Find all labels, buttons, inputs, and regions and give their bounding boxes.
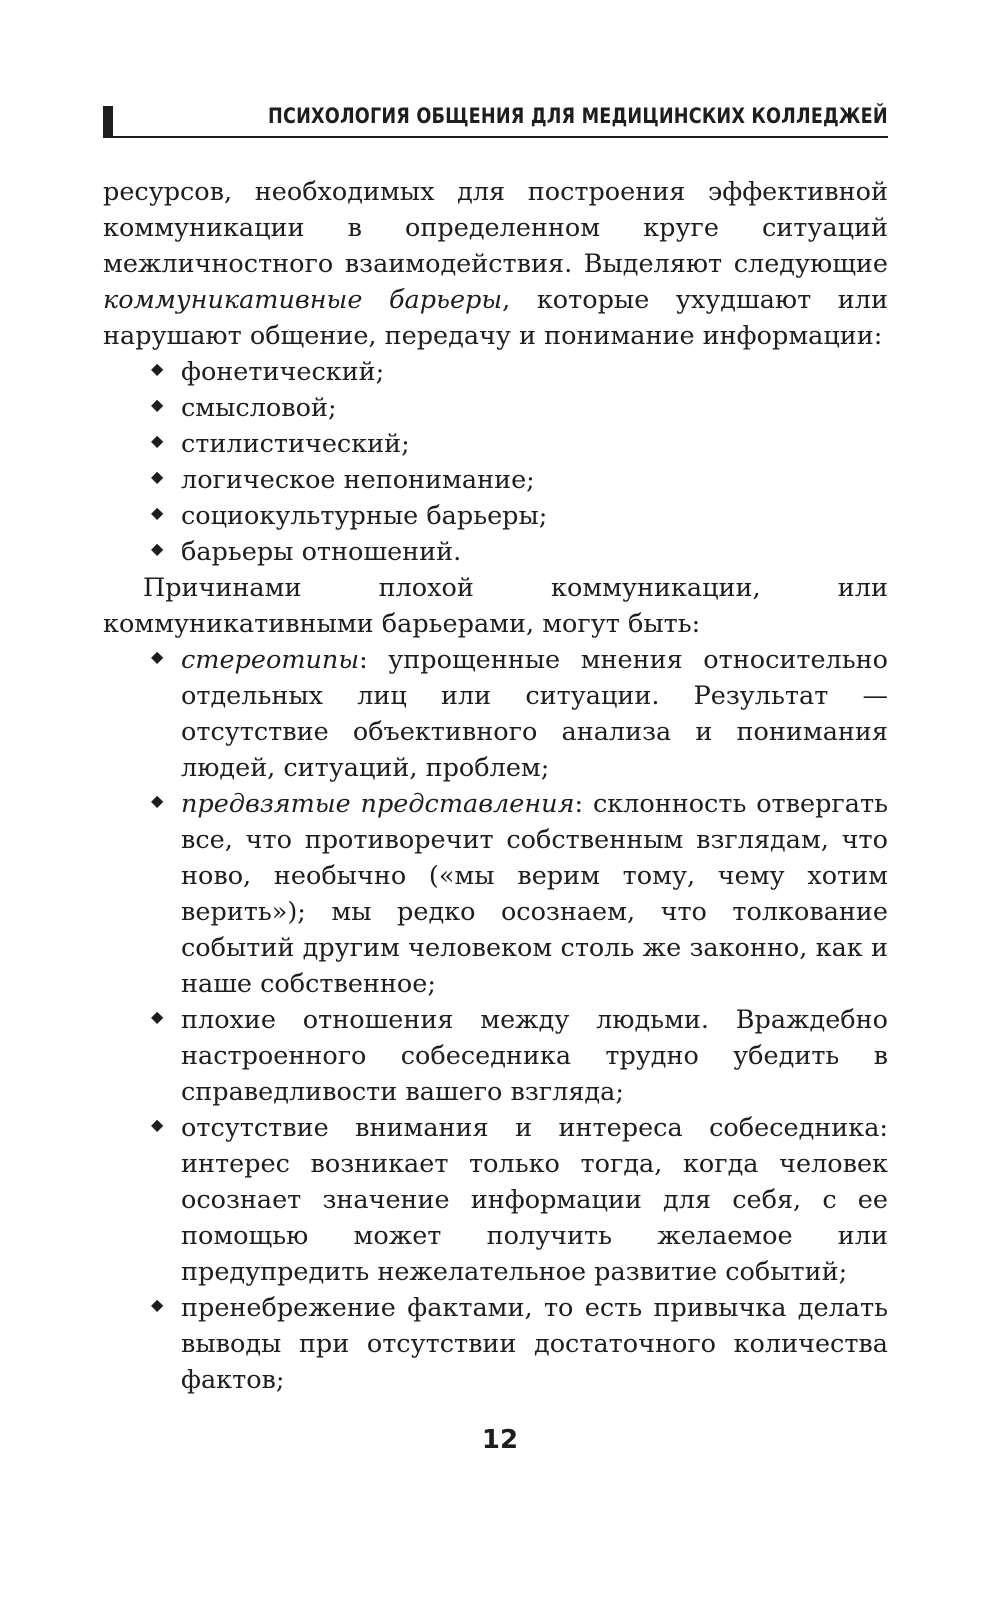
cause-text: отсутствие внимания и интереса собеседника: интерес возникает только тогда, когда человек осознает значение информации для себя, с ее помощью может получить желаемое или предупредить нежелательное развитие событий; xyxy=(181,1113,888,1287)
intro-term: коммуникативные барьеры xyxy=(103,285,503,315)
list-item xyxy=(103,642,888,786)
bullet-icon: ◆ xyxy=(151,467,164,486)
intro-text-part2: , которые ухудшают или нарушают общение, передачу и понимание информации: xyxy=(103,285,888,351)
bullet-icon: ◆ xyxy=(151,1007,164,1026)
intro-text-part1: ресурсов, необходимых для построения эффективной коммуникации в определенном круге ситуаций межличностного взаимодействия. Выделяют следующие xyxy=(103,177,888,279)
bullet-icon: ◆ xyxy=(151,431,164,450)
page-body xyxy=(103,174,888,1398)
list-item-text: фонетический; xyxy=(181,357,385,387)
list-item xyxy=(103,534,888,570)
list-item xyxy=(103,390,888,426)
bullet-icon: ◆ xyxy=(151,1115,164,1134)
running-header xyxy=(103,100,888,138)
causes-list xyxy=(103,642,888,1398)
bullet-icon: ◆ xyxy=(151,539,164,558)
list-item-text: логическое непонимание; xyxy=(181,465,535,495)
bullet-icon: ◆ xyxy=(151,1295,164,1314)
bullet-icon: ◆ xyxy=(151,395,164,414)
bullet-icon: ◆ xyxy=(151,359,164,378)
cause-text: плохие отношения между людьми. Враждебно настроенного собеседника трудно убедить в справедливости вашего взгляда; xyxy=(181,1005,888,1107)
cause-text: пренебрежение фактами, то есть привычка делать выводы при отсутствии достаточного количества фактов; xyxy=(181,1293,888,1395)
list-item xyxy=(103,1110,888,1290)
header-title: ПСИХОЛОГИЯ ОБЩЕНИЯ ДЛЯ МЕДИЦИНСКИХ КОЛЛЕДЖЕЙ xyxy=(268,104,888,128)
list-item xyxy=(103,1002,888,1110)
bullet-icon: ◆ xyxy=(151,791,164,810)
barrier-list xyxy=(103,354,888,570)
causes-intro-paragraph: Причинами плохой коммуникации, или коммуникативными барьерами, могут быть: xyxy=(103,573,888,639)
page-number: 12 xyxy=(481,1425,519,1455)
list-item xyxy=(103,498,888,534)
list-item xyxy=(103,354,888,390)
bullet-icon: ◆ xyxy=(151,503,164,522)
list-item xyxy=(103,426,888,462)
cause-text: : упрощенные мнения относительно отдельных лиц или ситуации. Результат — отсутствие объективного анализа и понимания людей, ситуаций, проблем; xyxy=(181,645,888,783)
bullet-icon: ◆ xyxy=(151,647,164,666)
header-marker xyxy=(103,106,113,138)
list-item xyxy=(103,786,888,1002)
list-item-text: стилистический; xyxy=(181,429,410,459)
cause-term: предвзятые представления xyxy=(181,789,575,819)
list-item-text: смысловой; xyxy=(181,393,337,423)
list-item-text: социокультурные барьеры; xyxy=(181,501,548,531)
list-item xyxy=(103,462,888,498)
list-item xyxy=(103,1290,888,1398)
intro-paragraph xyxy=(103,174,888,354)
cause-text: : склонность отвергать все, что противоречит собственным взглядам, что ново, необычно («мы верим тому, чему хотим верить»); мы редко осознаем, что толкование событий другим человеком столь же законно, как и наше собственное; xyxy=(181,789,888,999)
cause-term: стереотипы xyxy=(181,645,360,675)
list-item-text: барьеры отношений. xyxy=(181,537,462,567)
